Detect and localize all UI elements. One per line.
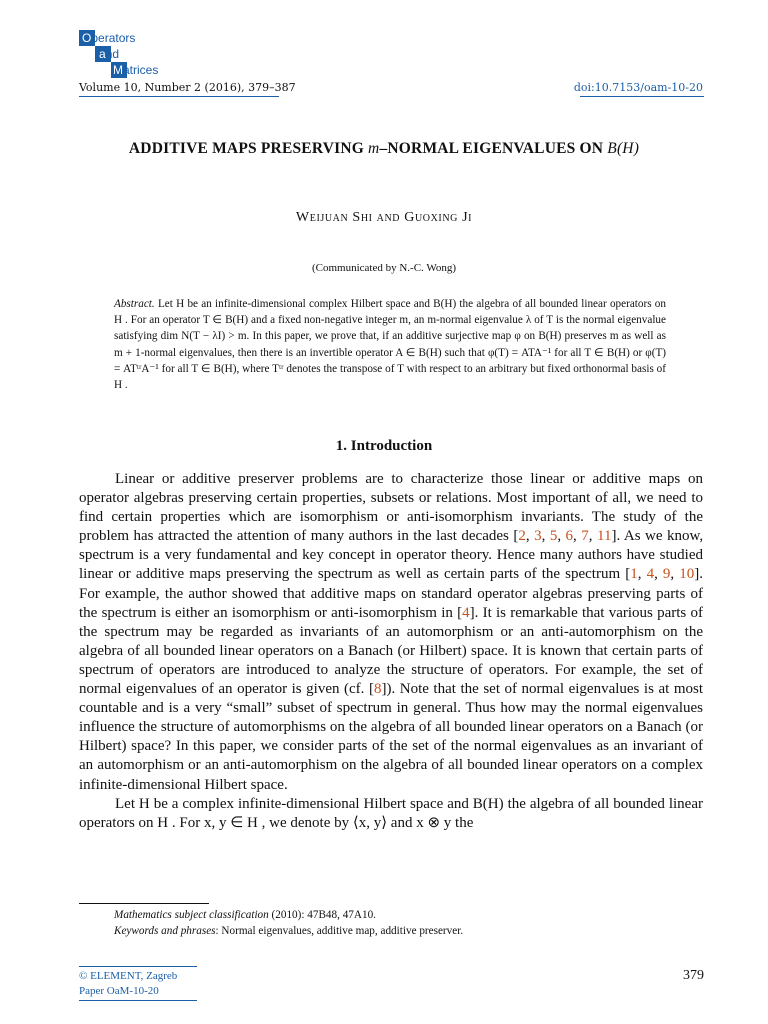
- citation-link[interactable]: 8: [373, 681, 382, 698]
- footnote-msc: Mathematics subject classification (2010): 47B48, 47A10.: [114, 909, 376, 921]
- paper-title: ADDITIVE MAPS PRESERVING m–NORMAL EIGENVALUES ON B(H): [128, 140, 640, 157]
- citation-link[interactable]: 10: [679, 566, 695, 583]
- citation-link[interactable]: 4: [462, 604, 470, 621]
- logo-word-operators: perators: [91, 31, 136, 45]
- citation-link[interactable]: 7: [581, 528, 589, 545]
- citation-link[interactable]: 4: [646, 566, 655, 583]
- logo-word-and: nd: [105, 47, 120, 61]
- citation-link[interactable]: 1: [630, 566, 638, 583]
- citation-link[interactable]: 9: [662, 566, 671, 583]
- paragraph-2: Let H be a complex infinite-dimensional Hilbert space and B(H) the algebra of all bounded linear operators on H . For x, y ∈ H , we denote by ⟨x, y⟩ and x ⊗ y the: [79, 795, 703, 831]
- section-heading: 1. Introduction: [335, 438, 433, 454]
- citation-link[interactable]: 11: [597, 528, 612, 545]
- page-number: 379: [683, 968, 704, 983]
- citation-link[interactable]: 3: [534, 528, 542, 545]
- doi-link[interactable]: doi:10.7153/oam-10-20: [573, 81, 703, 94]
- publisher-mark: © ELEMENT, Zagreb: [79, 970, 178, 982]
- paragraph-1: Linear or additive preserver problems are to characterize those linear or additive maps on operator algebras preserving certain properties, subsets or relations. Most important of all, we need to find certain properties which are isomorphism or anti-isomorphism invariants. The study of the problem has attracted the attention of many authors in the last decades [2, 3, 5, 6, 7, 11]. As we know, spectrum is a very fundamental and key concept in operator theory. Hence many authors have studied linear or additive maps preserving the spectrum as well as certain parts of the spectrum [1, 4, 9, 10]. For example, the author showed that additive maps on standard operator algebras preserving parts of the spectrum is either an isomorphism or anti-isomorphism in [4]. It is remarkable that various parts of the spectrum may be regarded as invariants of an automorphism or an anti-automorphism on the algebra of all bounded linear operators on a Banach (or Hilbert) space. It is known that certain parts of spectrum of operators are introduced to analyze the structure of operators. For example, the set of normal eigenvalues of an operator is given (cf. [8]). Note that the set of normal eigenvalues is at most countable and is a very “small” subset of spectrum in general. Thus how may the normal eigenvalues influence the structure of automorphisms on the algebra of all bounded linear operators on a Banach (or Hilbert) space? In this paper, we consider parts of the set of the normal eigenvalues as an invariant of an automorphism or an anti-automorphism on the algebra of all bounded linear operators on a complex infinite-dimensional Hilbert space.: [79, 471, 704, 793]
- body-text: [79, 470, 703, 833]
- authors: Weijuan Shi and Guoxing Ji: [295, 210, 473, 225]
- paper-id: Paper OaM-10-20: [79, 985, 159, 997]
- footnote-keywords: Keywords and phrases: Normal eigenvalues, additive map, additive preserver.: [114, 925, 464, 937]
- abstract-text: Let H be an infinite-dimensional complex Hilbert space and B(H) the algebra of all bounded linear operators on H . For an operator T ∈ B(H) and a fixed non-negative integer m, an m-normal eigenvalue λ of T is the normal eigenvalue satisfying dim N(T − λI) > m. In this paper, we prove that, if an additive surjective map φ on B(H) preserves m as well as m + 1-normal eigenvalues, then there is an invertible operator A ∈ B(H) such that φ(T) = ATA⁻¹ for all T ∈ B(H) or φ(T) = ATᵗʳA⁻¹ for all T ∈ B(H), where Tᵗʳ denotes the transpose of T with respect to an arbitrary but fixed orthonormal basis of H .: [114, 298, 666, 392]
- abstract-label: Abstract.: [114, 298, 155, 310]
- communicated-by: (Communicated by N.-C. Wong): [311, 262, 457, 274]
- abstract: [114, 296, 666, 393]
- citation-link[interactable]: 2: [518, 528, 526, 545]
- citation-link[interactable]: 6: [565, 528, 574, 545]
- logo-word-matrices: atrices: [123, 63, 159, 77]
- volume-info: Volume 10, Number 2 (2016), 379–387: [79, 81, 296, 94]
- citation-link[interactable]: 5: [549, 528, 558, 545]
